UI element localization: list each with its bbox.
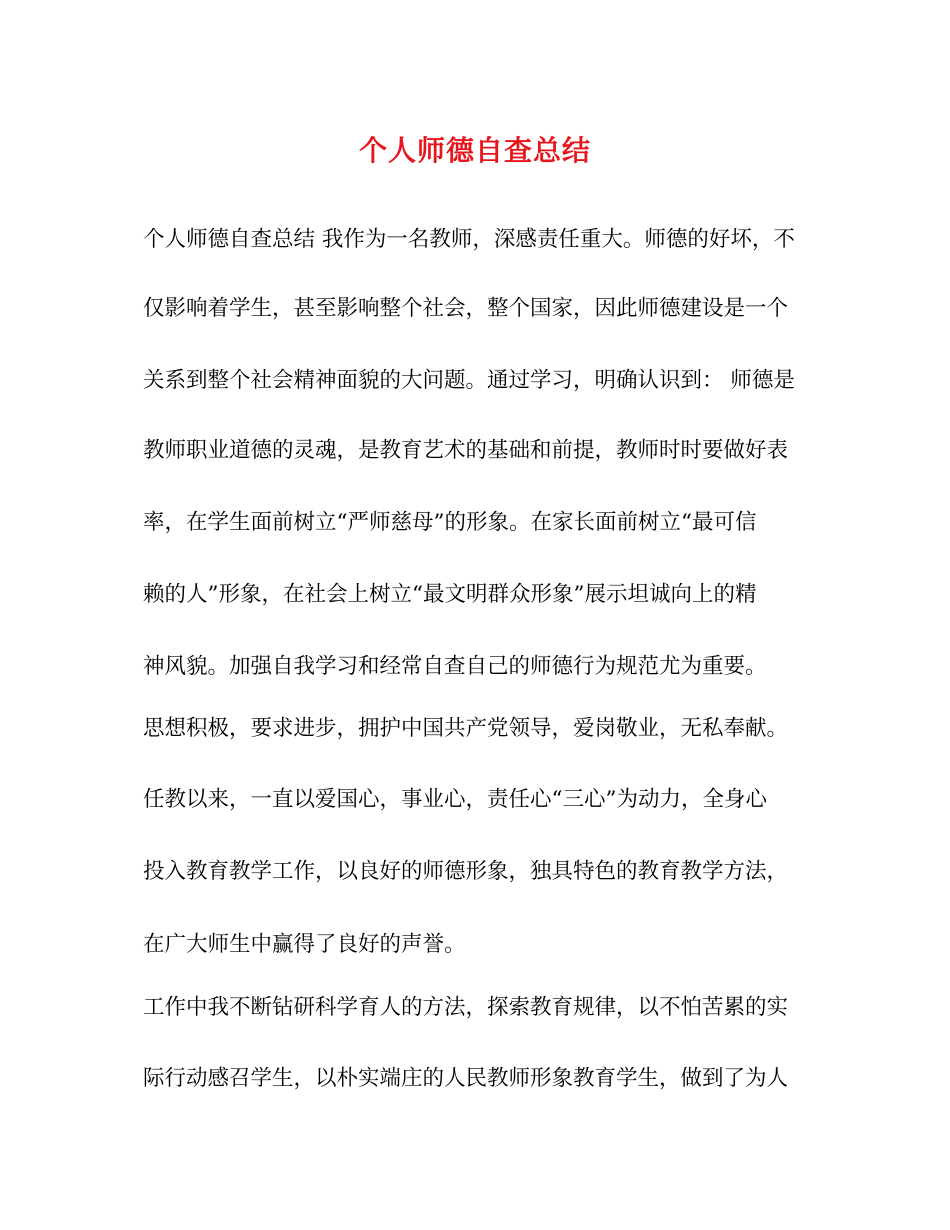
body-line-2: 仅影响着学生，甚至影响整个社会，整个国家，因此师德建设是一个 [143,296,789,321]
body-line-5: 率，在学生面前树立“严师慈母”的形象。在家长面前树立“最可信 [143,510,757,535]
body-line-3: 关系到整个社会精神面貌的大问题。通过学习，明确认识到： 师德是 [143,368,795,393]
body-line-7: 神风貌。加强自我学习和经常自查自己的师德行为规范尤为重要。 [143,654,767,679]
body-line-4: 教师职业道德的灵魂，是教育艺术的基础和前提，教师时时要做好表 [143,438,789,463]
body-line-1: 个人师德自查总结 我作为一名教师，深感责任重大。师德的好坏，不 [143,227,795,252]
document-title: 个人师德自查总结 [358,134,591,167]
body-line-10: 投入教育教学工作，以良好的师德形象，独具特色的教育教学方法， [143,859,789,884]
body-line-13: 际行动感召学生，以朴实端庄的人民教师形象教育学生，做到了为人 [143,1066,789,1091]
body-line-8: 思想积极，要求进步，拥护中国共产党领导，爱岗敬业，无私奉献。 [143,716,789,741]
body-line-11: 在广大师生中赢得了良好的声誉。 [143,932,466,957]
body-line-6: 赖的人”形象，在社会上树立“最文明群众形象”展示坦诚向上的精 [143,582,757,607]
body-line-12: 工作中我不断钻研科学育人的方法，探索教育规律，以不怕苦累的实 [143,995,789,1020]
body-line-9: 任教以来，一直以爱国心，事业心，责任心“三心”为动力，全身心 [143,787,767,812]
